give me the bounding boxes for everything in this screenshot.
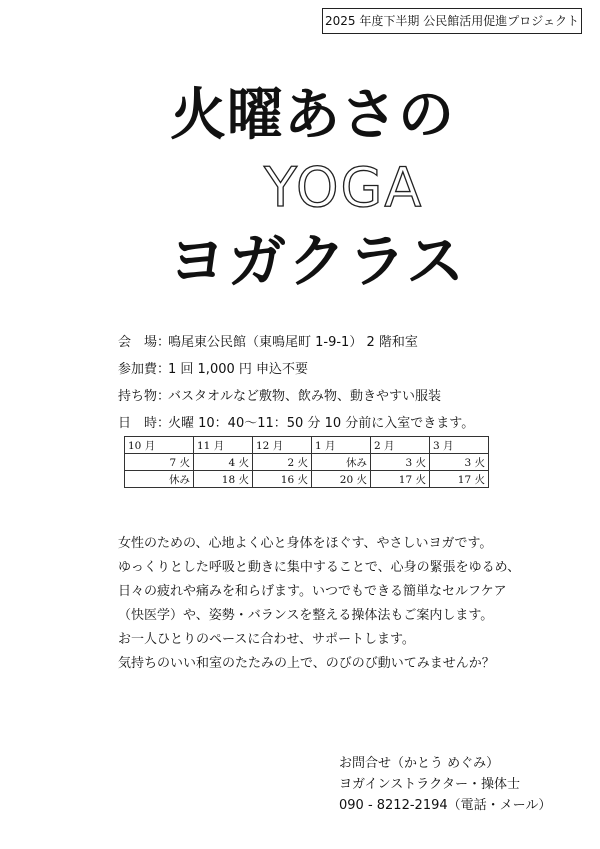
date-cell: 3 火 [371,454,430,471]
title-yoga: YOGA [264,156,424,219]
contact-phone: 090 - 8212-2194（電話・メール） [339,798,552,813]
detail-items [118,388,588,415]
date-cell: 2 火 [253,454,312,471]
detail-value: 鳴尾東公民館（東鳴尾町 1-9-1） 2 階和室 [168,335,418,350]
date-cell: 17 火 [371,471,430,488]
schedule-row-first [125,454,489,471]
title-sub: ヨガクラス [168,227,467,295]
detail-value: 1 回 1,000 円 申込不要 [168,362,309,377]
description-line: お一人ひとりのペースに合わせ、サポートします。 [118,632,415,647]
description-line: 気持ちのいい和室のたたみの上で、のびのび動いてみませんか？ [118,656,495,671]
detail-fee [118,361,588,388]
date-cell: 20 火 [312,471,371,488]
description-line: （快医学）や、姿勢・バランスを整える操体法もご案内します。 [118,608,494,623]
month-cell: 12 月 [253,437,312,454]
schedule-header-row [125,437,489,454]
month-cell: 2 月 [371,437,430,454]
contact-role: ヨガインストラクター・操体士 [339,777,520,792]
description [118,535,588,679]
date-cell: 17 火 [430,471,489,488]
detail-venue [118,334,588,361]
month-cell: 3 月 [430,437,489,454]
contact-info [339,755,551,818]
schedule-table [124,436,489,488]
date-cell: 18 火 [194,471,253,488]
date-cell: 7 火 [125,454,194,471]
project-label: 2025 年度下半期 公民館活用促進プロジェクト [322,8,582,34]
detail-label: 持ち物： [118,389,171,404]
month-cell: 11 月 [194,437,253,454]
date-cell: 休み [312,454,371,471]
contact-name: お問合せ（かとう めぐみ） [339,756,500,771]
date-cell: 休み [125,471,194,488]
detail-label: 日 時： [118,416,171,431]
title-main: 火曜あさの [170,83,455,148]
detail-label: 参加費： [118,362,171,377]
event-details [118,334,588,442]
date-cell: 4 火 [194,454,253,471]
detail-label: 会 場： [118,335,171,350]
month-cell: 10 月 [125,437,194,454]
schedule-row-second [125,471,489,488]
description-line: 日々の疲れや痛みを和らげます。いつでもできる簡単なセルフケア [118,584,507,599]
date-cell: 3 火 [430,454,489,471]
detail-value: バスタオルなど敷物、飲み物、動きやすい服装 [168,389,442,404]
detail-value: 火曜 10：40～11：50 分 10 分前に入室できます。 [168,416,475,431]
month-cell: 1 月 [312,437,371,454]
description-line: ゆっくりとした呼吸と動きに集中することで、心身の緊張をゆるめ、 [118,560,521,575]
description-line: 女性のための、心地よく心と身体をほぐす、やさしいヨガです。 [118,536,493,551]
date-cell: 16 火 [253,471,312,488]
